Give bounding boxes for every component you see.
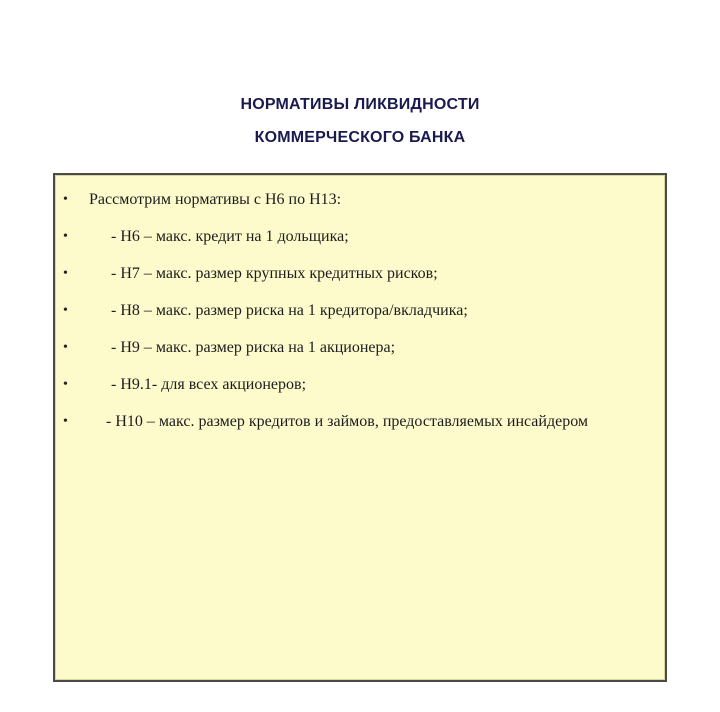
bullet-icon: • [63,377,68,392]
content-panel [53,173,667,682]
bullet-icon: • [63,229,68,244]
list-item-text: - Н9.1- для всех акционеров; [111,376,307,393]
bullet-icon: • [63,303,68,318]
bullet-icon: • [63,414,68,429]
list-item-text: - Н8 – макс. размер риска на 1 кредитора/вкладчика; [111,302,468,319]
bullet-icon: • [63,192,68,207]
list-item-text: Рассмотрим нормативы с Н6 по Н13: [89,191,342,208]
bullet-icon: • [63,340,68,355]
list-item-text: - Н10 – макс. размер кредитов и займов, предоставляемых инсайдером [106,413,589,430]
page-title-line-1: НОРМАТИВЫ ЛИКВИДНОСТИ [240,96,480,113]
bullet-icon: • [63,266,68,281]
list-item-text: - Н9 – макс. размер риска на 1 акционера; [111,339,396,356]
list-item-text: - Н6 – макс. кредит на 1 дольщика; [111,228,349,245]
page-title-line-2: КОММЕРЧЕСКОГО БАНКА [254,129,466,146]
list-item-text: - Н7 – макс. размер крупных кредитных рисков; [111,265,438,282]
